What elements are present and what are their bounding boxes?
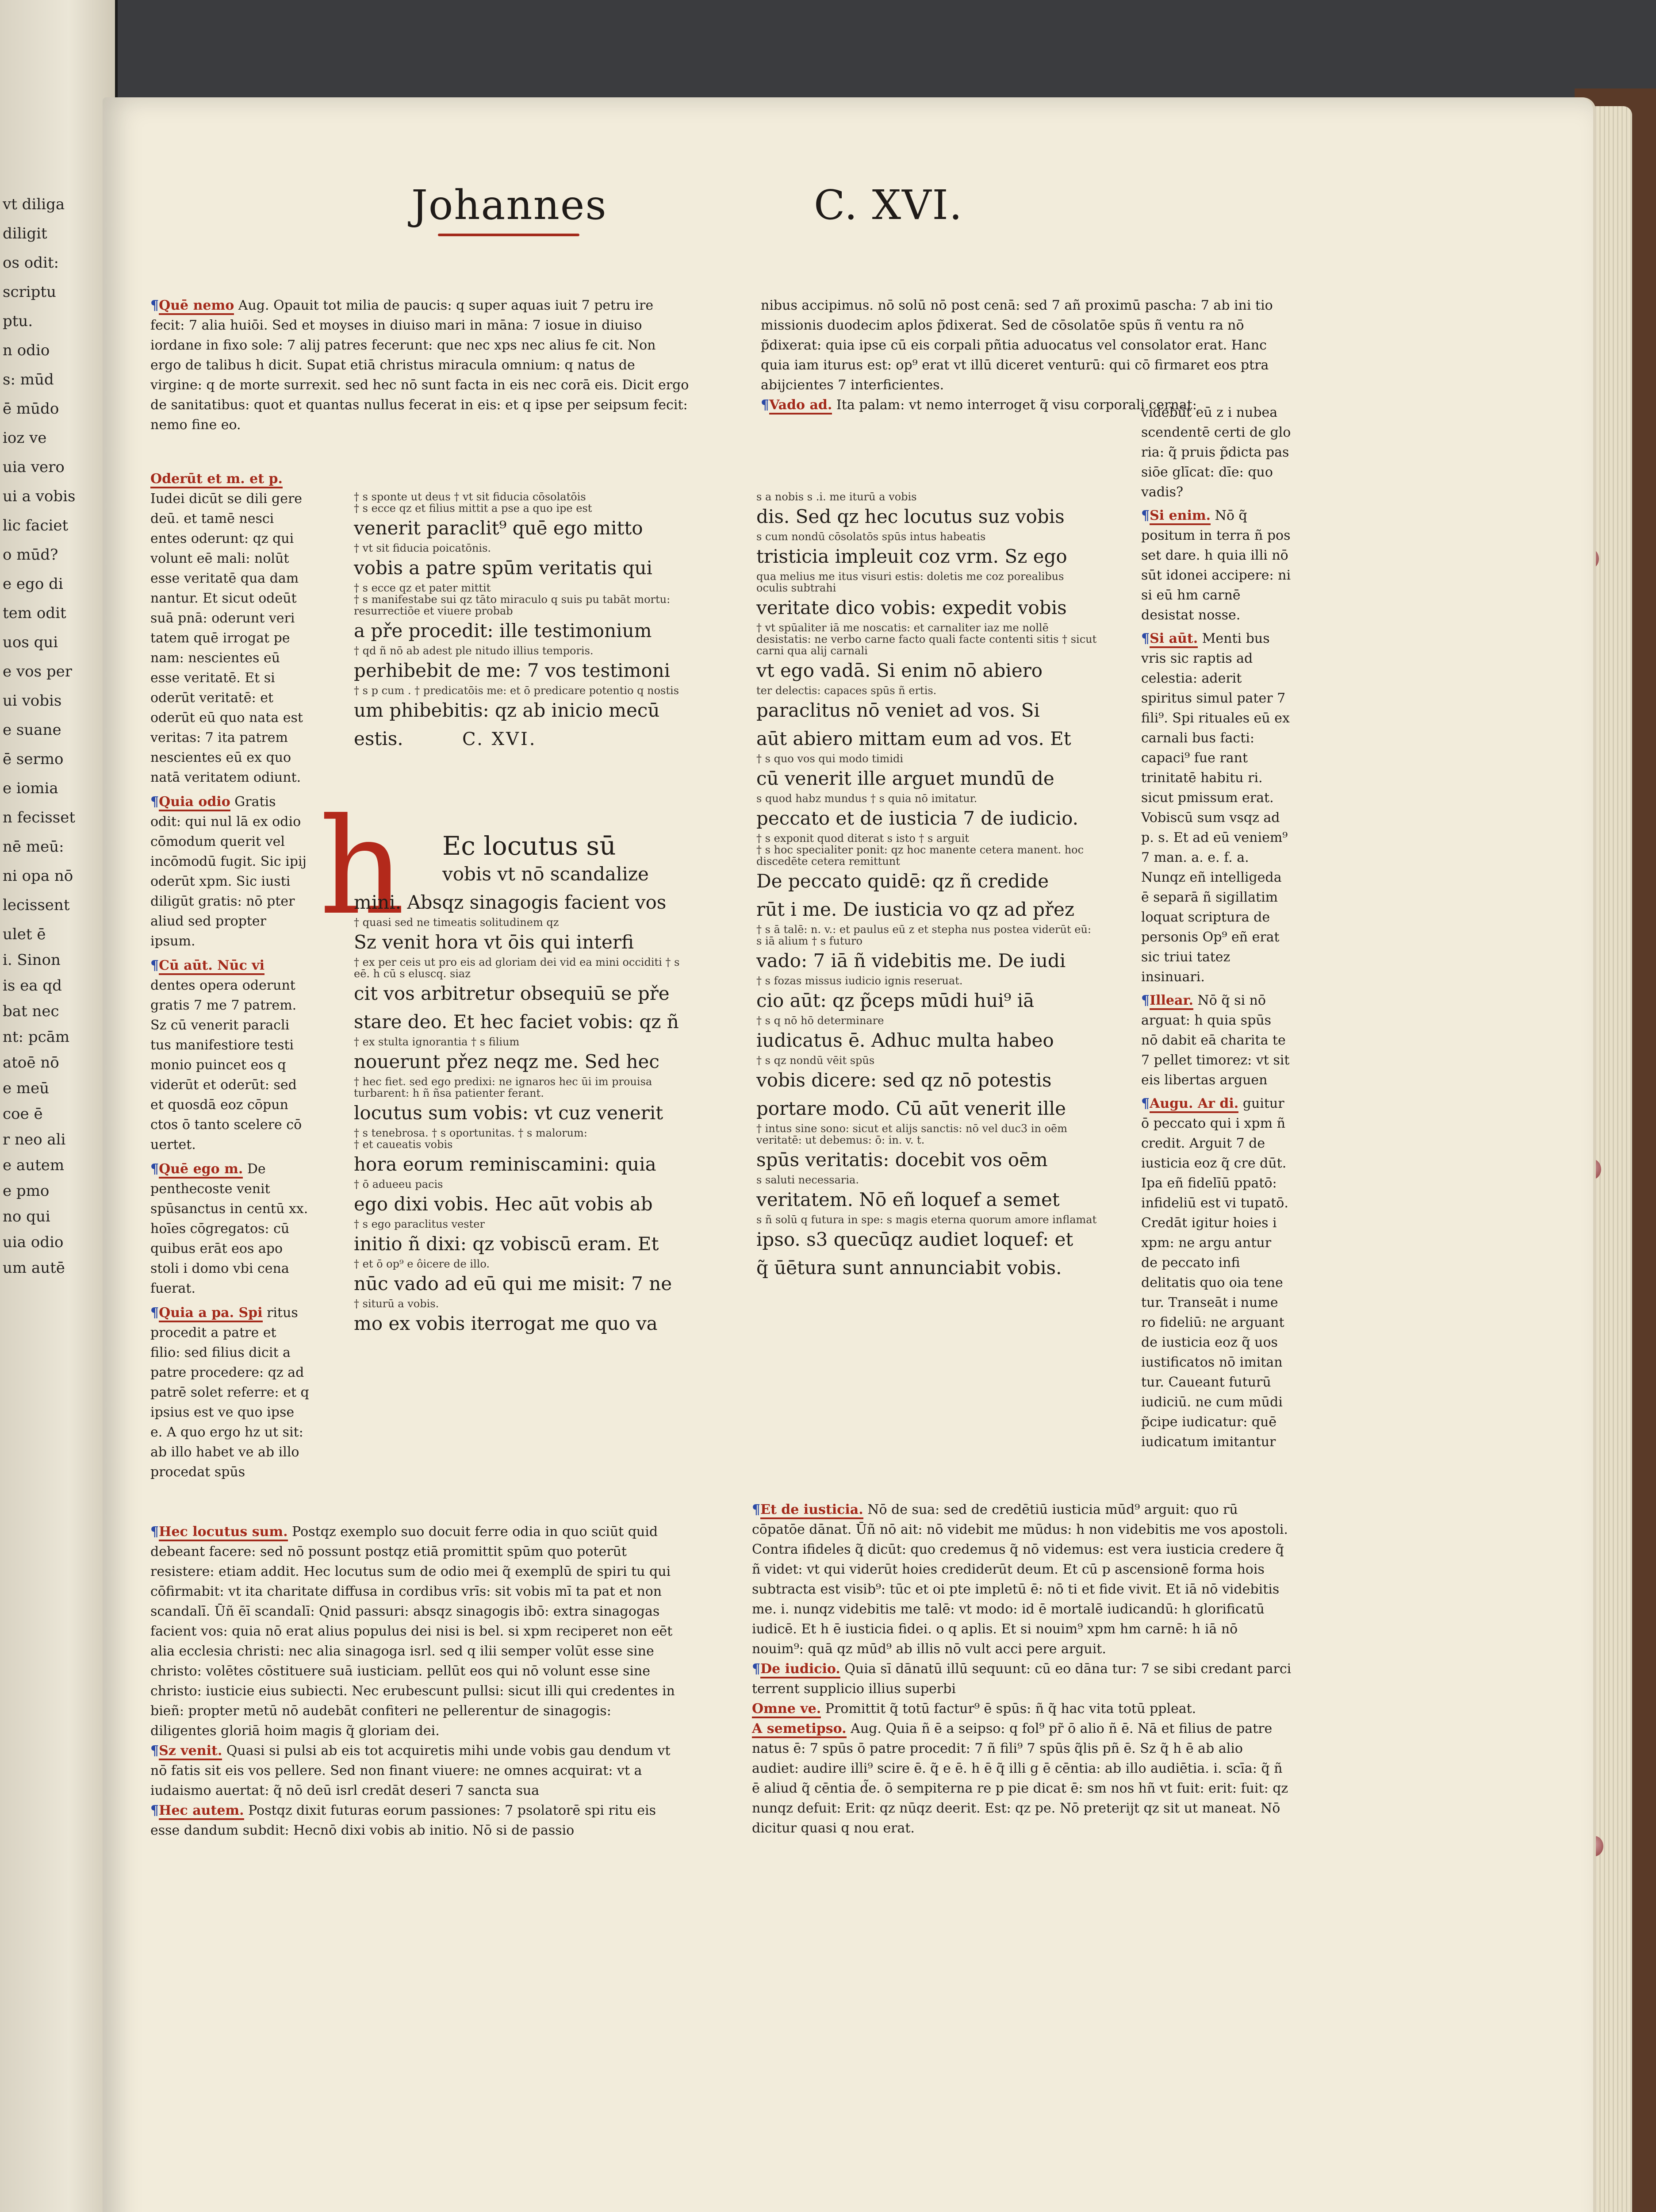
- text-line: cū venerit ille arguet mundū de: [756, 768, 1054, 789]
- left-page-fragment: coe ē: [3, 1105, 43, 1123]
- interlinear-gloss: † s p cum . † predicatōis me: et ō predicare potentio q nostis: [354, 684, 679, 697]
- lemma: Hec locutus sum.: [159, 1524, 288, 1541]
- lemma: Oderūt et m. et p.: [150, 471, 283, 488]
- paragraph-mark: ¶: [150, 1803, 159, 1818]
- gloss-text: Postqz dixit futuras eorum passiones: 7 psolatorē spi ritu eis esse dandum subdit: Hecnō dixi vobis ab initio. Nō si de passio: [150, 1803, 656, 1838]
- left-page-fragment: scriptu: [3, 283, 56, 301]
- lemma: Quē ego m.: [159, 1161, 243, 1179]
- left-page-fragment: no qui: [3, 1208, 50, 1225]
- lemma: Et de iusticia.: [760, 1502, 863, 1519]
- left-page-fragment: diligit: [3, 225, 47, 242]
- gloss-text: Promittit q̃ totū factur⁹ ē spūs: ñ q̃ hac vita totū ppleat.: [825, 1701, 1196, 1717]
- lemma: Omne ve.: [752, 1701, 821, 1718]
- lemma: Si enim.: [1150, 508, 1211, 525]
- interlinear-gloss: s saluti necessaria.: [756, 1174, 859, 1186]
- left-page-fragment: e vos per: [3, 663, 73, 680]
- interlinear-gloss: s a nobis s .i. me iturū a vobis: [756, 491, 917, 503]
- text-line: perhibebit de me: 7 vos testimoni: [354, 660, 671, 681]
- left-page-fragment: o mūd?: [3, 546, 58, 564]
- text-line: veritatem. Nō eñ loquef a semet: [756, 1189, 1060, 1210]
- left-page-fragment: uia vero: [3, 458, 65, 476]
- lemma: Cū aūt. Nūc vi: [159, 958, 264, 975]
- interlinear-gloss: † s hoc specialiter ponit: qz hoc manente cetera manent. hoc discedēte cetera remittunt: [756, 844, 1084, 868]
- interlinear-gloss: † vt spūaliter iā me noscatis: et carnaliter iaz me nollē desistatis: ne verbo carne facto quali facte contenti sitis † sicut carni qua alij carnali: [756, 622, 1097, 657]
- paragraph-mark: ¶: [761, 397, 770, 413]
- text-line: rūt i me. De iusticia vo qz ad přez: [756, 899, 1075, 920]
- lemma: De iudicio.: [760, 1661, 840, 1678]
- gloss-left-top: [150, 296, 690, 435]
- left-page-fragment: nt: pcām: [3, 1028, 70, 1046]
- text-line: cio aūt: qz p̃ceps mūdi hui⁹ iā: [756, 990, 1035, 1011]
- lemma: Augu. Ar di.: [1150, 1096, 1238, 1113]
- lemma: Quē nemo: [159, 298, 234, 315]
- gloss-text: De penthecoste venit spūsanctus in centū xx. hoīes cōgregatos: cū quibus erāt eos apo stoli i domo vbi cena fuerat.: [150, 1161, 308, 1296]
- gloss-text: Opauit tot milia de paucis: q super aquas iuit 7 petru ire fecit: 7 alia huiōi. Sed et moyses in diuiso mari in māna: 7 iosue in diuiso iordane in fixo sole: 7 alij patres fecerunt: que nec xps nec alius fe cit. Non ergo de talibus h dicit. Supat etiā christus miracula omnium: q natus de virgine: q de morte surrexit. sed hec nō sunt facta in eis nec corā eis. Dicit ergo de sanitatibus: quot et quantas nullus fecerat in eis: et q ipse per seipsum fecit: nemo fine eo.: [150, 298, 689, 433]
- left-page-fragment: ulet ē: [3, 926, 46, 943]
- text-line: vobis dicere: sed qz nō potestis: [756, 1069, 1052, 1091]
- lemma: Si aūt.: [1150, 631, 1198, 648]
- chapter-heading: C. XVI.: [462, 729, 537, 749]
- gloss-text: Ita palam: vt nemo interroget q̃ visu corporali cernat:: [836, 397, 1197, 413]
- left-page-fragment: e pmo: [3, 1182, 50, 1200]
- interlinear-gloss: † s manifestabe sui qz tāto miraculo q suis pu tabāt mortu: resurrectiōe et viuere probab: [354, 593, 671, 617]
- interlinear-gloss: † quasi sed ne timeatis solitudinem qz: [354, 916, 559, 929]
- gloss-text: Menti bus vris sic raptis ad celestia: aderit spiritus simul pater 7 fili⁹. Spi rituales eū ex carnali bus facti: capaci⁹ fue rant trinitatē habitu ri. sicut pmissum erat. Vobiscū sum vsqz ad p. s. Et ad eū veniem⁹ 7 man. a. e. f. a. Nunqz eñ intelligeda ē separā ñ sigillatim loquat scriptura de personis Op⁹ eñ erat sic triui tatez insinuari.: [1141, 631, 1290, 985]
- text-line: nouerunt přez neqz me. Sed hec: [354, 1051, 659, 1072]
- left-page-fragment: ui a vobis: [3, 488, 76, 505]
- text-line: vobis a patre spūm veritatis qui: [354, 557, 652, 579]
- text-line: tristicia impleuit coz vrm. Sz ego: [756, 545, 1067, 567]
- text-line: aūt abiero mittam eum ad vos. Et: [756, 728, 1071, 749]
- gloss-text: Nō q̃ positum in terra ñ pos set dare. h quia illi nō sūt idonei accipere: ni si eū hm carnē desistat nosse.: [1141, 508, 1291, 623]
- text-line: venerit paraclit⁹ quē ego mitto: [354, 517, 643, 539]
- left-page-fragment: ptu.: [3, 312, 33, 330]
- interlinear-gloss: s ñ solū q futura in spe: s magis eterna quorum amore inflamat: [756, 1214, 1097, 1226]
- interlinear-gloss: ter delectis: capaces spūs ñ ertis.: [756, 684, 937, 697]
- text-line: cit vos arbitretur obsequiū se pře: [354, 983, 670, 1004]
- text-line: vado: 7 iā ñ videbitis me. De iudi: [756, 950, 1066, 972]
- text-column-left: [354, 491, 681, 753]
- running-head-book-text: Johannes: [411, 181, 607, 229]
- text-line: veritate dico vobis: expedit vobis: [756, 597, 1067, 618]
- interlinear-gloss: † s qz nondū vēit spūs: [756, 1054, 875, 1067]
- left-page-fragment: s: mūd: [3, 371, 54, 388]
- text-line: q̃ ūētura sunt annunciabit vobis.: [756, 1257, 1062, 1279]
- interlinear-gloss: † s ego paraclitus vester: [354, 1218, 485, 1230]
- gloss-left-column: [150, 469, 310, 1482]
- left-page-fragment: lecissent: [3, 896, 70, 914]
- gloss-text: videbūt eū z i nubea scendentē certi de glo ria: q̃ pruis p̃dicta pas siōe glīcat: dīe: quo vadis?: [1141, 405, 1291, 500]
- paragraph-mark: ¶: [150, 1161, 159, 1177]
- gloss-bottom-right: [752, 1500, 1292, 1838]
- left-page-fragment: atoē nō: [3, 1054, 59, 1071]
- interlinear-gloss: † s quo vos qui modo timidi: [756, 753, 903, 765]
- left-page-fragment: nē meū:: [3, 838, 64, 856]
- interlinear-gloss: † hec fiet. sed ego predixi: ne ignaros hec ūi im prouisa turbarent: h ñ ñsa patienter ferant.: [354, 1075, 652, 1099]
- interlinear-gloss: † ex per ceis ut pro eis ad gloriam dei vid ea mini occiditi † s eē. h cū s eluscq. siaz: [354, 956, 680, 980]
- left-page-fragment: i. Sinon: [3, 951, 61, 969]
- gloss-text: Postqz exemplo suo docuit ferre odia in quo sciūt quid debeant facere: sed nō possunt postqz etiā promittit spūm quo poterūt resistere: etiam addit. Hec locutus sum de odio mei q̃ exemplū de spiri tu qui cōfirmabit: vt ita charitate diffusa in cordibus vrīs: sit vobis mī ta pat et non scandalī. Ūñ ēī scandalī: Qnid passuri: absqz sinagogis ibō: extra sinagogas facient vos: quia nō erat alius populus dei nisi is bel. si xpm reciperet non eēt alia ecclesia christi: nec alia sinagoga isrl. sed q ilii semper volūt esse sine christo: volētes cōstituere suā iusticiam. pellūt eos qui nō volunt esse sine christo: iusticie eius subiecti. Nec erubescunt pullsi: sicut illi qui credentes in bieñ: propter metū nō audebāt confiteri ne pellerentur de sinagogis: diligentes gloriā hoim magis q̃ gloriam dei.: [150, 1524, 675, 1739]
- interlinear-gloss: † s sponte ut deus † vt sit fiducia cōsolatōis: [354, 491, 586, 503]
- paragraph-mark: ¶: [150, 958, 159, 973]
- left-page-fragment: is ea qd: [3, 977, 62, 995]
- text-line: initio ñ dixi: qz vobiscū eram. Et: [354, 1233, 659, 1255]
- text-line: um phibebitis: qz ab inicio mecū: [354, 699, 660, 721]
- paragraph-mark: ¶: [150, 1524, 159, 1540]
- left-page-fragment: ē sermo: [3, 750, 64, 768]
- left-page-fragment: e ego di: [3, 575, 63, 593]
- running-head-book: [411, 181, 607, 229]
- interlinear-gloss: s quod habz mundus † s quia nō imitatur.: [756, 792, 978, 805]
- interlinear-gloss: † ex stulta ignorantia † s filium: [354, 1036, 520, 1048]
- source: Aug.: [238, 298, 269, 313]
- left-page-fragment: n odio: [3, 342, 50, 359]
- left-page-fragment: um autē: [3, 1259, 65, 1277]
- text-line: spūs veritatis: docebit vos oēm: [756, 1149, 1048, 1171]
- text-line: Ec locutus sū: [442, 831, 616, 861]
- lemma: Hec autem.: [159, 1803, 244, 1820]
- text-line: vobis vt nō scandalize: [442, 863, 649, 885]
- text-column-right: [756, 491, 1097, 1282]
- interlinear-gloss: † ō adueeu pacis: [354, 1178, 443, 1190]
- gloss-text: Iudei dicūt se dili gere deū. et tamē nesci entes oderunt: qz qui volunt eē mali: nolūt esse veritatē qua dam nantur. Et sicut odeūt suā pnā: oderunt veri tatem quē irrogat pe nam: nescientes eū esse veritatē. Et si oderūt veritatē: et oderūt eū quo nata est veritas: 7 ita patrem nescientes eū ex quo natā veritatem odiunt.: [150, 491, 303, 785]
- text-line: dis. Sed qz hec locutus suz vobis: [756, 506, 1065, 527]
- gloss-text: Gratis odit: qui nul lā ex odio cōmodum querit vel incōmodū fugit. Sic ipij oderūt xpm. Sic iusti diligūt gratis: nō pter aliud sed propter ipsum.: [150, 794, 307, 949]
- paragraph-mark: ¶: [1141, 508, 1150, 523]
- left-page-fragment: lic faciet: [3, 517, 69, 534]
- text-line: vt ego vadā. Si enim nō abiero: [756, 660, 1043, 681]
- left-page-fragment: vt diliga: [3, 196, 65, 213]
- gloss-text: nibus accipimus. nō solū nō post cenā: sed 7 añ proximū pascha: 7 ab ini tio missionis duodecim aplos p̃dixerat. Sed de cōsolatōe spūs ñ ventu ra nō p̃dixerat: quia ipse cū eis corpali pñtia aduocatus vel consolator erat. Hanc quia iam iturus est: op⁹ erat vt illū diceret venturū: qui cō firmaret eos ptra abijcientes 7 interficientes.: [761, 298, 1273, 393]
- running-head-underline: [438, 234, 579, 236]
- paragraph-mark: ¶: [1141, 1096, 1150, 1111]
- lemma: Quia odio: [159, 794, 230, 811]
- gloss-right-column: [1141, 403, 1292, 1452]
- left-page-fragment: e iomia: [3, 780, 58, 797]
- interlinear-gloss: † s q nō hō determinare: [756, 1014, 884, 1027]
- gloss-text: Aug. Quia ñ ē a seipso: q fol⁹ pr̃ ō alio ñ ē. Nā et filius de patre natus ē: 7 spūs ō patre procedit: 7 ñ fili⁹ 7 spūs q̃lis pñ ē. Sz q̃ h ē ab alio audiet: audire illi⁹ scire ē. q̃ e ē. h ē q̃ illi g ē cēntia: ab illo audiētia. i. scīa: q̃ ñ ē aliud q̃ cēntia d̃e. ō sempiterna re p pie dicat ē: sm nos hñ vt fuit: erit: fuit: qz nunqz defuit: Erit: qz nūqz deerit. Est: qz pe. Nō preterijt qz sit ut maneat. Nō dicitur quasi q nou erat.: [752, 1721, 1288, 1836]
- paragraph-mark: ¶: [150, 794, 159, 810]
- text-line: peccato et de iusticia 7 de iudicio.: [756, 807, 1079, 829]
- gloss-text: Quia sī dānatū illū sequunt: cū eo dāna tur: 7 se sibi credant parci terrent supplicio illius superbi: [752, 1661, 1292, 1697]
- lemma: Quia a pa. Spi: [159, 1305, 262, 1322]
- gloss-bottom-left: [150, 1522, 681, 1840]
- left-page-fragment: r neo ali: [3, 1131, 66, 1148]
- interlinear-gloss: † qd ñ nō ab adest ple nitudo illius temporis.: [354, 645, 594, 657]
- left-page-fragment: n fecisset: [3, 809, 76, 826]
- interlinear-gloss: † s fozas missus iudicio ignis reseruat.: [756, 975, 963, 987]
- left-page-fragment: bat nec: [3, 1002, 59, 1020]
- interlinear-gloss: s cum nondū cōsolatōs spūs intus habeatis: [756, 530, 986, 543]
- interlinear-gloss: † s ā talē: n. v.: et paulus eū z et stepha nus postea viderūt eū: s iā alium † s futuro: [756, 923, 1091, 947]
- paragraph-mark: ¶: [150, 1743, 159, 1759]
- text-line: nūc vado ad eū qui me misit: 7 ne: [354, 1273, 672, 1294]
- paragraph-mark: ¶: [1141, 993, 1150, 1008]
- left-page-fragment: uia odio: [3, 1233, 64, 1251]
- gloss-text: Quasi si pulsi ab eis tot acquiretis mihi unde vobis gau dendum vt nō fatis sit eis vos pellere. Sed non finant viuere: ne omnes acquirat: vt a iudaismo auertat: q̃ nō deū isrl credāt deseri 7 sancta sua: [150, 1743, 671, 1798]
- left-page-fragment: os odit:: [3, 254, 59, 272]
- interlinear-gloss: † s ecce qz et pater mittit: [354, 582, 491, 594]
- left-page-fragment: ioz ve: [3, 429, 47, 447]
- interlinear-gloss: † siturū a vobis.: [354, 1298, 439, 1310]
- gloss-text: dentes opera oderunt gratis 7 me 7 patrem. Sz cū venerit paracli tus manifestiore testi monio puincet eos q viderūt et oderūt: sed et quosdā eoz cōpun ctos ō tanto scelere cō uertet.: [150, 978, 302, 1152]
- text-line: ego dixi vobis. Hec aūt vobis ab: [354, 1193, 653, 1215]
- text-line: stare deo. Et hec faciet vobis: qz ñ: [354, 1011, 679, 1033]
- interlinear-gloss: † s tenebrosa. † s oportunitas. † s malorum:: [354, 1127, 587, 1139]
- lemma: A semetipso.: [752, 1721, 847, 1738]
- lemma: Illear.: [1150, 993, 1193, 1010]
- left-page-fragment: e suane: [3, 721, 61, 739]
- gloss-text: guitur ō peccato qui i xpm ñ credit. Arguit 7 de iusticia eoz q̃ cre dūt. Ipa eñ fidelīū ppatō: infideliū est vi tupatō. Credāt igitur hoies i xpm: ne argu antur de peccato infi delitatis quo oia tene tur. Transeāt i nume ro fideliū: ne arguant de iusticia eoz q̃ uos iustificatos nō imitan tur. Caueant futurū iudiciū. ne cum mūdi p̃cipe iudicatur: quē iudicatum imitantur: [1141, 1096, 1288, 1450]
- text-line: Sz venit hora vt ōis qui interfi: [354, 931, 634, 953]
- left-page-fragment: e autem: [3, 1156, 65, 1174]
- paragraph-mark: ¶: [752, 1661, 761, 1677]
- gloss-text: ritus procedit a patre et filio: sed filius dicit a patre procedere: qz ad patrē solet referre: et q ipsius est ve quo ipse e. A quo ergo hz ut sit: ab illo habet ve ab illo procedat spūs: [150, 1305, 309, 1480]
- text-line: paraclitus nō veniet ad vos. Si: [756, 699, 1040, 721]
- left-page-fragment: tem odit: [3, 604, 66, 622]
- paragraph-mark: ¶: [150, 1305, 159, 1321]
- text-column-left-chapter: [354, 832, 681, 1338]
- left-page-fragment: ni opa nō: [3, 867, 73, 885]
- text-line: mo ex vobis iterrogat me quo va: [354, 1313, 658, 1334]
- interlinear-gloss: qua melius me itus visuri estis: doletis me coz porealibus oculis subtrahi: [756, 570, 1064, 594]
- text-line: De peccato quidē: qz ñ credide: [756, 870, 1049, 892]
- interlinear-gloss: † et ō op⁹ e ôicere de illo.: [354, 1258, 490, 1270]
- decorated-initial: h: [319, 790, 405, 944]
- text-line: iudicatus ē. Adhuc multa habeo: [756, 1029, 1054, 1051]
- running-head-chapter-text: C. XVI.: [814, 181, 963, 229]
- paragraph-mark: ¶: [752, 1502, 761, 1517]
- paragraph-mark: ¶: [150, 298, 159, 313]
- left-page-fragment: ui vobis: [3, 692, 62, 710]
- lemma: Vado ad.: [769, 397, 832, 415]
- interlinear-gloss: † s ecce qz et filius mittit a pse a quo ipe est: [354, 502, 592, 515]
- left-page-edge: [0, 0, 118, 2212]
- text-line: portare modo. Cū aūt venerit ille: [756, 1098, 1066, 1119]
- gloss-right-top: [761, 296, 1292, 415]
- interlinear-gloss: † s exponit quod diterat s isto † s arguit: [756, 832, 969, 845]
- lemma: Sz venit.: [159, 1743, 222, 1760]
- text-line: a pře procedit: ille testimonium: [354, 620, 652, 641]
- left-page-fragment: e meū: [3, 1079, 50, 1097]
- gloss-text: Nō q̃ si nō arguat: h quia spūs nō dabit eā charita te 7 pellet timorez: vt sit eis libertas arguen: [1141, 993, 1290, 1088]
- text-line: mini. Absqz sinagogis facient vos: [354, 891, 667, 913]
- paragraph-mark: ¶: [1141, 631, 1150, 646]
- left-page-fragment: uos qui: [3, 634, 58, 651]
- interlinear-gloss: † vt sit fiducia poicatōnis.: [354, 542, 491, 554]
- text-line: ipso. s3 quecūqz audiet loquef: et: [756, 1229, 1073, 1250]
- text-line: estis.: [354, 728, 403, 749]
- left-page-fragment: ē mūdo: [3, 400, 59, 418]
- running-head-chapter: [814, 181, 963, 229]
- gloss-text: Nō de sua: sed de credētiū iusticia mūd⁹ arguit: quo rū cōpatōe dānat. Ūñ nō ait: nō videbit me mūdus: h non videbitis me vos apostoli. Contra ifideles q̃ dicūt: quo credemus q̃ nō videmus: est vera iusticia credere q̃ ñ videt: vt qui viderūt hoies crediderūt deum. Et cū p ascensionē forma hois subtracta est visib⁹: tūc et oi pte impletū ē: nō ti et fide vivit. Et iā nō videbitis me. i. nunqz videbitis me talē: vt modo: id ē mortalē iudicandū: h glorificatū iudicē. Et h ē iusticia fidei. o q aplis. Et si nouim⁹ xpm hm carnē: h iā nō nouim⁹: quā qz mūd⁹ ab illis nō vult acci pere arguit.: [752, 1502, 1288, 1657]
- text-line: locutus sum vobis: vt cuz venerit: [354, 1102, 663, 1124]
- interlinear-gloss: † et caueatis vobis: [354, 1138, 453, 1151]
- text-line: hora eorum reminiscamini: quia: [354, 1153, 656, 1175]
- interlinear-gloss: † intus sine sono: sicut et alijs sanctis: nō vel duc3 in oēm veritatē: ut debemus: ō: in. v. t.: [756, 1122, 1067, 1146]
